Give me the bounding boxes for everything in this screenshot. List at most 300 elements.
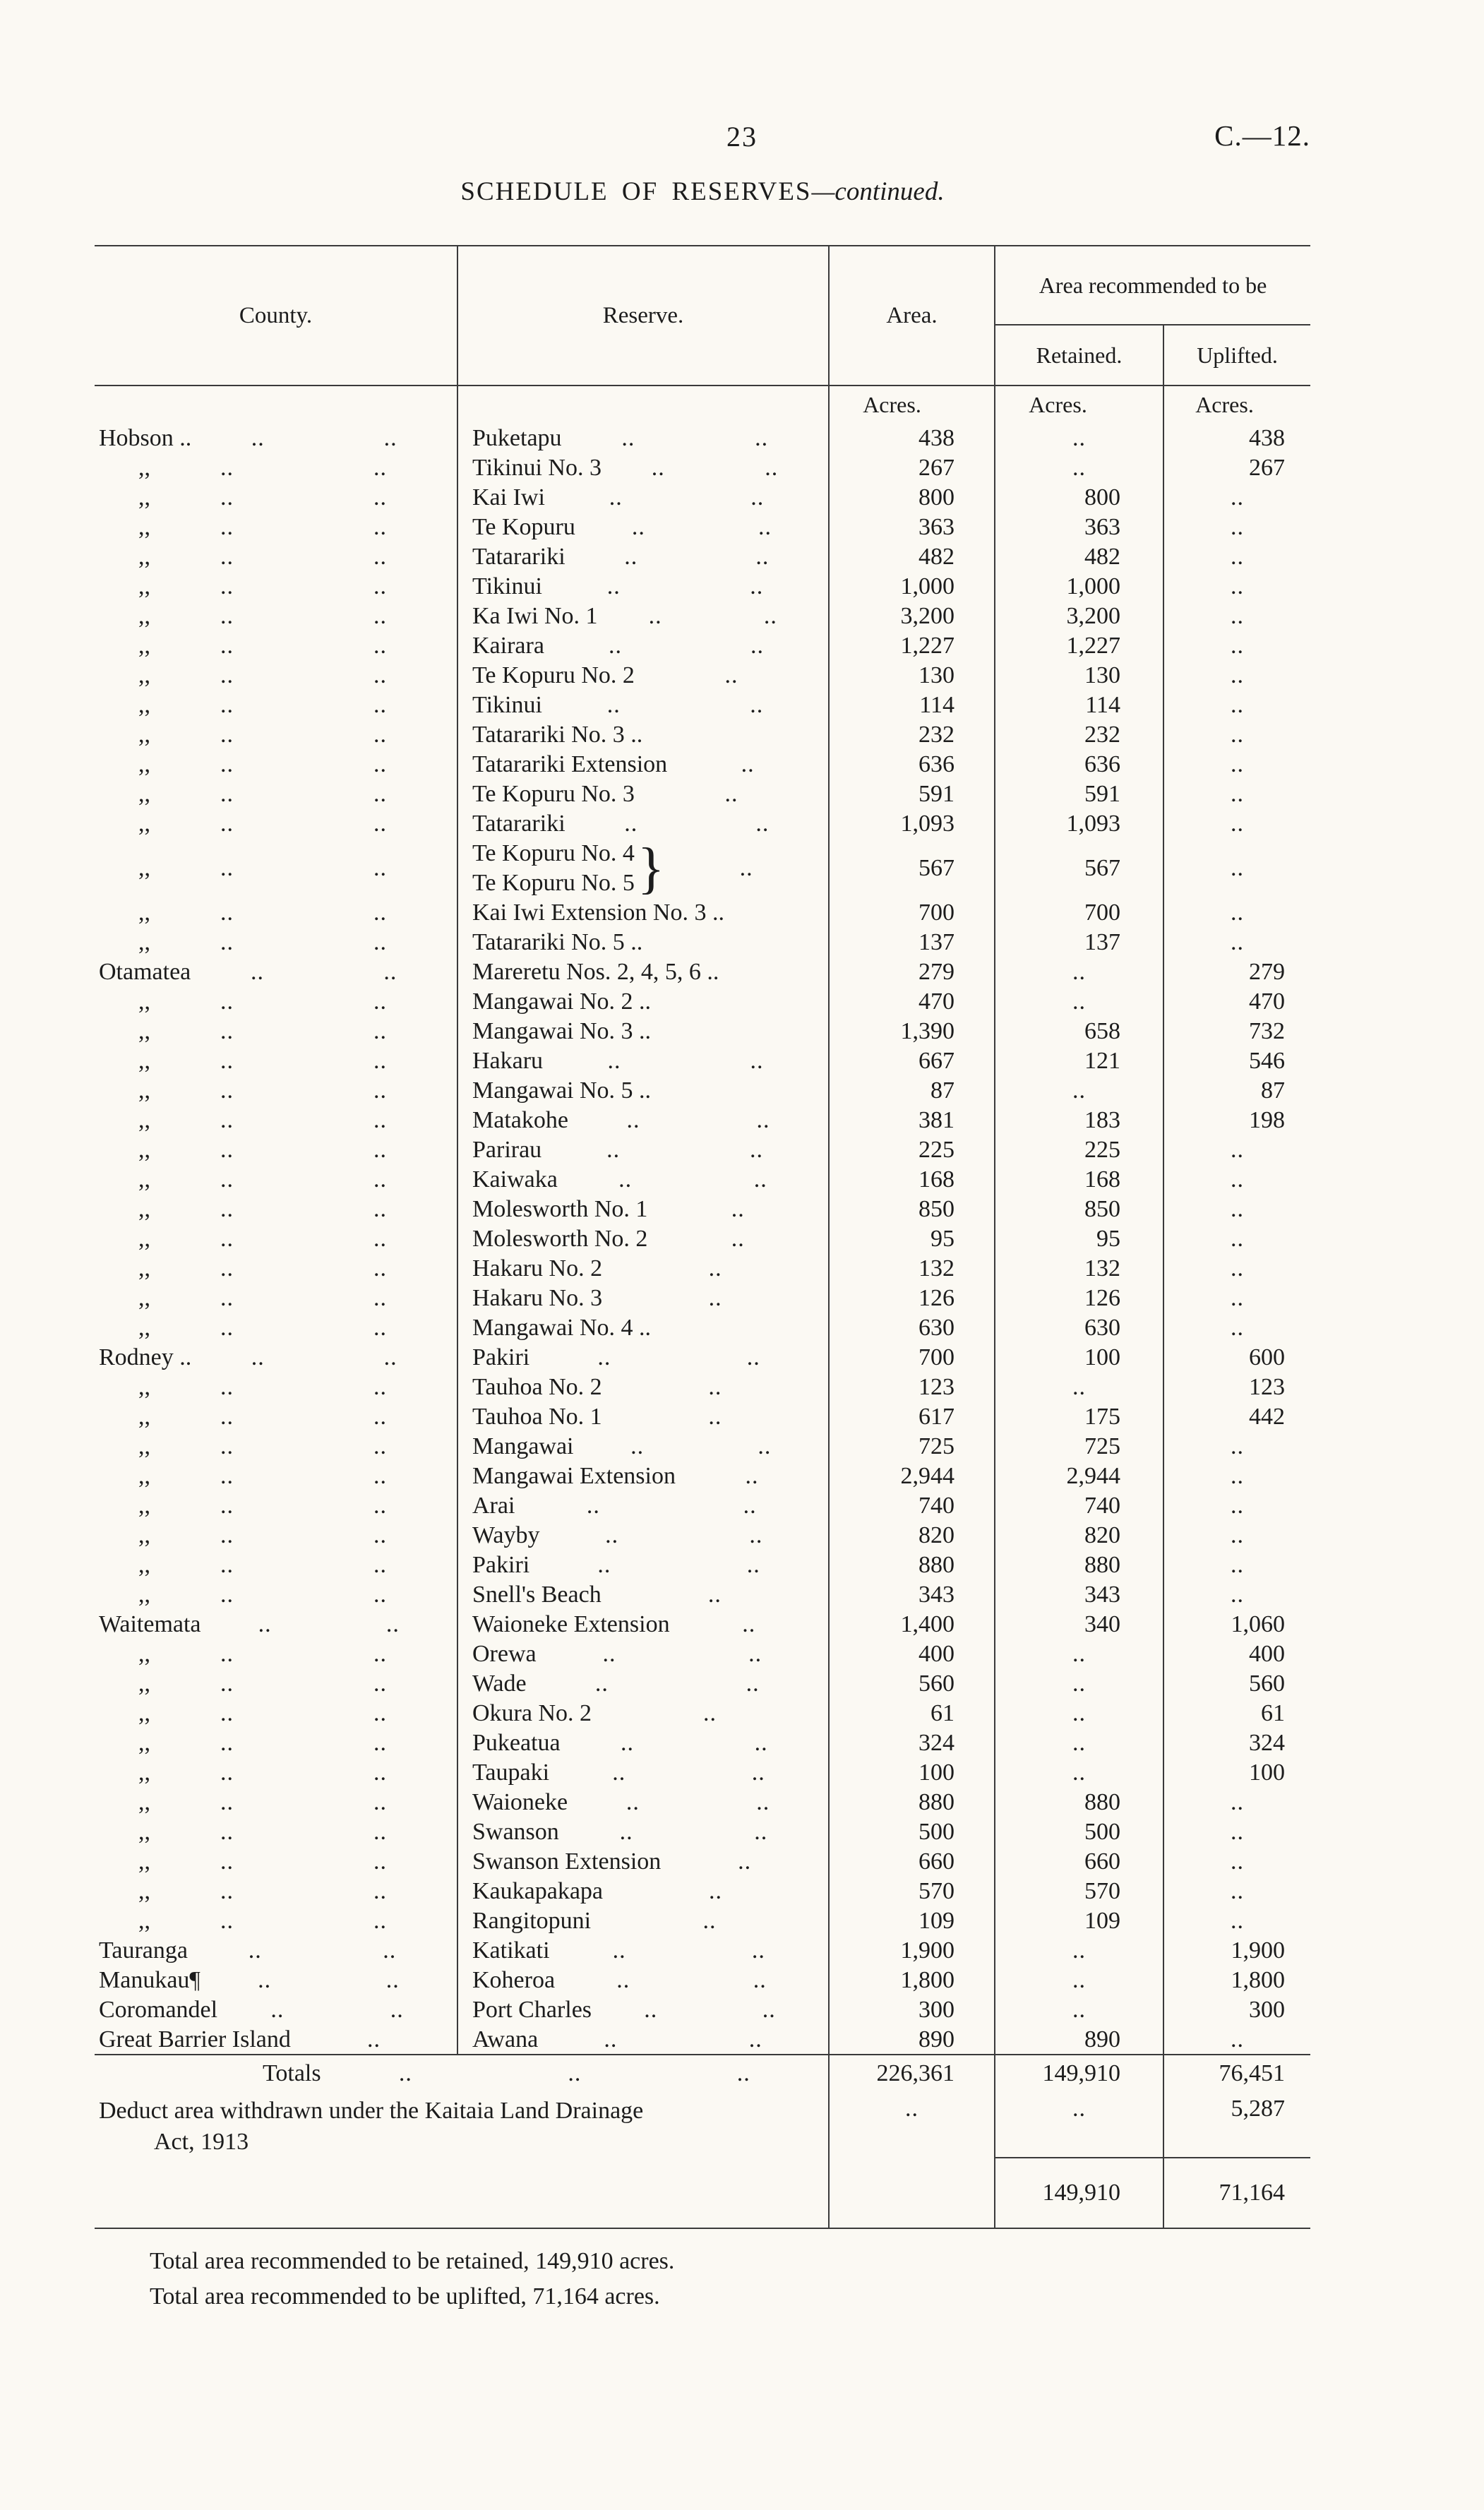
cell-text: ,, — [138, 1641, 150, 1667]
reserve-cell — [457, 542, 829, 572]
area-cell: 660 — [829, 1847, 995, 1877]
cell-text: ,, — [138, 484, 150, 510]
county-cell — [95, 1699, 457, 1728]
county-cell — [95, 1906, 457, 1936]
leader-dots: .. — [220, 1433, 234, 1459]
cell-text: ,, — [138, 455, 150, 481]
uplifted-cell: .. — [1231, 1848, 1244, 1875]
table-row — [95, 1580, 1310, 1610]
leader-dots: .. — [756, 1107, 770, 1133]
leader-line — [472, 1967, 828, 1994]
area-cell: 591 — [829, 779, 995, 809]
deduct-line1: Deduct area withdrawn under the Kaitaia Land Drainage — [99, 2098, 644, 2124]
leader-line — [472, 1463, 828, 1490]
table-row — [95, 1432, 1310, 1462]
retained-cell: 850 — [995, 1195, 1163, 1224]
retained-cell: 820 — [995, 1521, 1163, 1550]
leader-line — [472, 1789, 828, 1816]
uplifted-cell: .. — [1231, 1552, 1244, 1578]
leader-line — [99, 1522, 457, 1549]
uplifted-cell: .. — [1231, 1789, 1244, 1815]
retained-cell: 109 — [995, 1906, 1163, 1936]
leader-dots: .. — [731, 1226, 745, 1252]
leader-line — [99, 633, 457, 659]
leader-dots: .. — [373, 900, 387, 926]
leader-dots: .. — [383, 1937, 397, 1964]
leader-line — [99, 1908, 457, 1935]
leader-line — [99, 1226, 457, 1253]
uplifted-cell: 442 — [1249, 1404, 1286, 1430]
table-row — [95, 750, 1310, 779]
table-row — [95, 839, 1310, 898]
cell-text: ,, — [138, 1730, 150, 1756]
totals-retained: 149,910 — [995, 2055, 1163, 2091]
leader-dots: .. — [220, 1789, 234, 1815]
leader-dots: .. — [626, 1107, 640, 1133]
county-cell — [95, 1610, 457, 1639]
cell-text: Mareretu Nos. 2, 4, 5, 6 .. — [472, 959, 719, 985]
table-row — [95, 1699, 1310, 1728]
retained-cell: 658 — [995, 1017, 1163, 1046]
county-cell — [95, 809, 457, 839]
cell-text: Otamatea — [99, 959, 191, 985]
cell-text: ,, — [138, 1493, 150, 1519]
table-row — [95, 1076, 1310, 1106]
cell-text: ,, — [138, 1819, 150, 1845]
retained-cell: 1,227 — [995, 631, 1163, 661]
leader-dots: .. — [373, 1404, 387, 1430]
table-row — [95, 720, 1310, 750]
leader-line — [99, 1700, 457, 1727]
retained-cell: 343 — [995, 1580, 1163, 1610]
cell-text: ,, — [138, 1789, 150, 1815]
table-row — [95, 987, 1310, 1017]
leader-dots: .. — [750, 1137, 764, 1163]
area-cell: 279 — [829, 957, 995, 987]
leader-line — [99, 959, 457, 986]
leader-dots: .. — [373, 929, 387, 955]
reserve-cell — [457, 1462, 829, 1491]
leader-line — [99, 1285, 457, 1312]
retained-cell: .. — [995, 1639, 1163, 1669]
leader-line — [472, 1759, 828, 1786]
reserve-cell — [457, 631, 829, 661]
retained-cell: .. — [995, 1966, 1163, 1995]
reserve-name: Te Kopuru No. 4 — [472, 840, 635, 866]
leader-line — [472, 1196, 828, 1223]
leader-dots: .. — [220, 1107, 234, 1133]
uplifted-cell: .. — [1231, 929, 1244, 955]
cell-text: ,, — [138, 1196, 150, 1222]
area-cell: 168 — [829, 1165, 995, 1195]
leader-line — [472, 692, 828, 719]
leader-line — [99, 751, 457, 778]
area-cell: 438 — [829, 424, 995, 453]
leader-dots: .. — [398, 2060, 412, 2086]
leader-line — [99, 1344, 457, 1371]
leader-dots: .. — [373, 751, 387, 777]
leader-line — [472, 1582, 828, 1608]
cell-text: Hakaru No. 2 — [472, 1255, 603, 1281]
cell-text: Mangawai Extension — [472, 1463, 676, 1489]
uplifted-cell: .. — [1231, 544, 1244, 570]
area-cell: 820 — [829, 1521, 995, 1550]
leader-line — [472, 1671, 828, 1697]
leader-dots: .. — [373, 855, 387, 881]
leader-dots: .. — [220, 1552, 234, 1578]
county-cell — [95, 602, 457, 631]
cell-text: Rangitopuni — [472, 1908, 592, 1934]
county-cell — [95, 750, 457, 779]
cell-text — [472, 839, 635, 898]
leader-dots: .. — [220, 514, 234, 540]
leader-dots: .. — [602, 1641, 616, 1667]
final-empty-cell — [95, 2158, 829, 2228]
reserve-cell — [457, 1728, 829, 1758]
cell-text: Hakaru — [472, 1048, 544, 1074]
table-row — [95, 1343, 1310, 1373]
leader-line — [99, 603, 457, 630]
table-row — [95, 957, 1310, 987]
leader-line — [99, 1552, 457, 1579]
reserve-cell — [457, 1135, 829, 1165]
leader-line — [472, 1344, 828, 1371]
uplifted-cell: 1,060 — [1231, 1611, 1286, 1637]
retained-cell: .. — [995, 1728, 1163, 1758]
leader-dots: .. — [754, 1819, 768, 1845]
area-cell: 100 — [829, 1758, 995, 1788]
area-cell: 725 — [829, 1432, 995, 1462]
table-row — [95, 661, 1310, 691]
leader-dots: .. — [750, 692, 764, 718]
leader-dots: .. — [373, 1255, 387, 1281]
county-cell — [95, 1373, 457, 1402]
area-cell: 700 — [829, 898, 995, 928]
area-cell: 130 — [829, 661, 995, 691]
retained-cell: 114 — [995, 691, 1163, 720]
table-row — [95, 631, 1310, 661]
reserve-cell — [457, 1788, 829, 1817]
leader-dots: .. — [220, 1908, 234, 1934]
units-label: Acres. — [829, 386, 995, 424]
cell-text: ,, — [138, 1700, 150, 1726]
table-row — [95, 1224, 1310, 1254]
cell-text: Kaiwaka — [472, 1166, 558, 1193]
cell-text: Manukau¶ — [99, 1967, 201, 1993]
leader-line — [99, 1641, 457, 1668]
leader-line — [99, 1967, 457, 1994]
reserve-cell — [457, 386, 829, 424]
leader-dots: .. — [630, 1433, 645, 1459]
cell-text: Te Kopuru No. 2 — [472, 662, 635, 688]
cell-text: ,, — [138, 633, 150, 659]
area-cell: 300 — [829, 1995, 995, 2025]
cell-text: ,, — [138, 1671, 150, 1697]
leader-dots: .. — [724, 781, 738, 807]
reserve-cell — [457, 1639, 829, 1669]
leader-line — [99, 1789, 457, 1816]
county-cell — [95, 1995, 457, 2025]
deduct-uplifted: 5,287 — [1231, 2096, 1286, 2122]
retained-cell: 183 — [995, 1106, 1163, 1135]
leader-line — [99, 1730, 457, 1757]
reserve-cell — [457, 987, 829, 1017]
area-cell: 1,400 — [829, 1610, 995, 1639]
units-label: Acres. — [1195, 392, 1254, 417]
leader-dots: .. — [373, 1730, 387, 1756]
cell-text: Puketapu — [472, 425, 562, 451]
cell-text: ,, — [138, 1759, 150, 1786]
uplifted-cell: 279 — [1249, 959, 1286, 985]
table-row — [95, 2025, 1310, 2055]
county-cell — [95, 1462, 457, 1491]
leader-dots: .. — [724, 662, 738, 688]
cell-text: ,, — [138, 1404, 150, 1430]
retained-cell: 137 — [995, 928, 1163, 957]
reserve-cell — [457, 1195, 829, 1224]
county-cell — [95, 453, 457, 483]
reserve-cell — [457, 957, 829, 987]
leader-dots: .. — [702, 1908, 717, 1934]
leader-dots: .. — [390, 1997, 404, 2023]
cell-text: ,, — [138, 1077, 150, 1104]
table-row — [95, 1313, 1310, 1343]
uplifted-cell: .. — [1231, 1463, 1244, 1489]
leader-dots: .. — [651, 455, 665, 481]
leader-dots: .. — [624, 811, 638, 837]
cell-text: Mangawai — [472, 1433, 574, 1459]
retained-cell: 1,000 — [995, 572, 1163, 602]
leader-dots: .. — [220, 1374, 234, 1400]
table-row — [95, 1728, 1310, 1758]
area-cell: 740 — [829, 1491, 995, 1521]
uplifted-cell: .. — [1231, 1226, 1244, 1252]
leader-dots: .. — [753, 1166, 767, 1193]
cell-text: Mangawai No. 4 .. — [472, 1315, 652, 1341]
area-cell: 109 — [829, 1906, 995, 1936]
cell-text: Ka Iwi No. 1 — [472, 603, 598, 629]
leader-line — [472, 1878, 828, 1905]
leader-dots: .. — [373, 1641, 387, 1667]
leader-line — [99, 988, 457, 1015]
cell-text: Great Barrier Island — [99, 2026, 291, 2052]
uplifted-cell: 470 — [1249, 988, 1286, 1015]
leader-dots: .. — [594, 1671, 609, 1697]
final-totals-row — [95, 2158, 1310, 2228]
reserve-cell — [457, 1432, 829, 1462]
table-row — [95, 453, 1310, 483]
leader-dots: .. — [373, 811, 387, 837]
reserve-cell — [457, 1224, 829, 1254]
leader-line — [472, 425, 828, 452]
cell-text: Katikati — [472, 1937, 550, 1964]
reserve-cell — [457, 424, 829, 453]
header-retained: Retained. — [995, 325, 1163, 386]
uplifted-cell: .. — [1231, 811, 1244, 837]
cell-text: ,, — [138, 603, 150, 629]
leader-dots: .. — [220, 1700, 234, 1726]
cell-text: Tikinui No. 3 — [472, 455, 602, 481]
cell-text: Wade — [472, 1671, 527, 1697]
totals-area: 226,361 — [829, 2055, 995, 2091]
leader-dots: .. — [606, 692, 621, 718]
uplifted-cell: .. — [1231, 662, 1244, 688]
reserve-cell — [457, 1580, 829, 1610]
uplifted-cell: .. — [1231, 603, 1244, 629]
cell-text: ,, — [138, 1226, 150, 1252]
uplifted-cell: .. — [1231, 1285, 1244, 1311]
leader-dots: .. — [373, 484, 387, 510]
reserve-cell — [457, 513, 829, 542]
cell-text: ,, — [138, 855, 150, 881]
county-cell — [95, 1313, 457, 1343]
leader-dots: .. — [220, 1048, 234, 1074]
cell-text: Hobson .. — [99, 425, 192, 451]
cell-text: Hakaru No. 3 — [472, 1285, 603, 1311]
county-cell — [95, 720, 457, 750]
leader-dots: .. — [220, 1878, 234, 1904]
reserve-cell — [457, 1106, 829, 1135]
leader-line — [472, 484, 828, 511]
leader-line — [99, 1878, 457, 1905]
title-continued: —continued. — [811, 177, 945, 206]
retained-cell: 880 — [995, 1550, 1163, 1580]
table-row — [95, 1610, 1310, 1639]
reserve-group — [472, 839, 828, 898]
leader-dots: .. — [612, 1937, 626, 1964]
leader-line — [472, 751, 828, 778]
uplifted-cell: .. — [1231, 1493, 1244, 1519]
county-cell — [95, 1550, 457, 1580]
leader-dots: .. — [612, 1759, 626, 1786]
cell-text: ,, — [138, 900, 150, 926]
leader-dots: .. — [373, 1166, 387, 1193]
uplifted-cell: .. — [1231, 573, 1244, 599]
table-row — [95, 1462, 1310, 1491]
cell-text: ,, — [138, 573, 150, 599]
leader-line — [472, 2026, 828, 2053]
leader-dots: .. — [708, 1374, 722, 1400]
leader-dots: .. — [597, 1344, 611, 1370]
leader-line — [472, 603, 828, 630]
area-cell: 225 — [829, 1135, 995, 1165]
cell-text: Mangawai No. 5 .. — [472, 1077, 652, 1104]
leader-dots: .. — [220, 1196, 234, 1222]
leader-line — [472, 1908, 828, 1935]
table-row — [95, 572, 1310, 602]
county-cell — [95, 1195, 457, 1224]
uplifted-cell: .. — [1231, 514, 1244, 540]
county-cell — [95, 513, 457, 542]
leader-dots: .. — [608, 633, 622, 659]
table-row — [95, 1135, 1310, 1165]
leader-dots: .. — [758, 514, 772, 540]
uplifted-cell: .. — [1231, 855, 1244, 881]
area-cell: 267 — [829, 453, 995, 483]
cell-text: ,, — [138, 1166, 150, 1193]
uplifted-cell: .. — [1231, 751, 1244, 777]
table-row — [95, 1639, 1310, 1669]
uplifted-cell: 87 — [1261, 1077, 1286, 1104]
area-cell: 1,800 — [829, 1966, 995, 1995]
leader-dots: .. — [373, 781, 387, 807]
cell-text: Mangawai No. 3 .. — [472, 1018, 652, 1044]
table-row — [95, 1817, 1310, 1847]
leader-line — [99, 692, 457, 719]
area-cell: 343 — [829, 1580, 995, 1610]
table-row — [95, 424, 1310, 453]
retained-cell: 890 — [995, 2025, 1163, 2055]
cell-text: Tatarariki Extension — [472, 751, 668, 777]
cell-text: ,, — [138, 1463, 150, 1489]
county-cell — [95, 1076, 457, 1106]
county-cell — [95, 1284, 457, 1313]
leader-dots: .. — [707, 1582, 722, 1608]
leader-dots: .. — [741, 751, 755, 777]
cell-text: ,, — [138, 662, 150, 688]
table-row — [95, 691, 1310, 720]
leader-line — [472, 455, 828, 482]
uplifted-cell: .. — [1231, 1255, 1244, 1281]
table-row — [95, 928, 1310, 957]
reserve-cell — [457, 691, 829, 720]
county-cell — [95, 1877, 457, 1906]
cell-text: Swanson Extension — [472, 1848, 662, 1875]
cell-text: ,, — [138, 929, 150, 955]
uplifted-cell: 100 — [1249, 1759, 1286, 1786]
table-row — [95, 1936, 1310, 1966]
leader-dots: .. — [251, 425, 265, 451]
reserve-cell — [457, 1966, 829, 1995]
county-cell — [95, 1580, 457, 1610]
reserve-cell — [457, 1402, 829, 1432]
leader-dots: .. — [220, 988, 234, 1015]
reserve-cell — [457, 1373, 829, 1402]
reserve-cell — [457, 602, 829, 631]
leader-dots: .. — [220, 1730, 234, 1756]
leader-line — [472, 1611, 828, 1638]
leader-line — [99, 1048, 457, 1075]
leader-dots: .. — [373, 1759, 387, 1786]
leader-dots: .. — [618, 1166, 633, 1193]
leader-line — [99, 1315, 457, 1341]
units-label: Acres. — [995, 386, 1163, 424]
cell-text: ,, — [138, 1582, 150, 1608]
leader-dots: .. — [373, 1493, 387, 1519]
reserve-cell — [457, 720, 829, 750]
leader-dots: .. — [750, 1048, 764, 1074]
table-row — [95, 1284, 1310, 1313]
reserve-cell — [457, 839, 829, 898]
cell-text: Matakohe — [472, 1107, 568, 1133]
leader-dots: .. — [750, 573, 764, 599]
reserve-cell — [457, 809, 829, 839]
leader-dots: .. — [220, 1226, 234, 1252]
leader-dots: .. — [366, 2026, 381, 2052]
area-cell: 1,227 — [829, 631, 995, 661]
cell-text: Waioneke — [472, 1789, 568, 1815]
leader-line — [472, 1285, 828, 1312]
leader-line — [472, 1730, 828, 1757]
leader-dots: .. — [606, 1137, 621, 1163]
county-cell — [95, 1817, 457, 1847]
county-cell — [95, 572, 457, 602]
uplifted-cell: 600 — [1249, 1344, 1286, 1370]
leader-dots: .. — [220, 662, 234, 688]
table-row — [95, 1521, 1310, 1550]
county-cell — [95, 2025, 457, 2055]
leader-line — [99, 781, 457, 808]
